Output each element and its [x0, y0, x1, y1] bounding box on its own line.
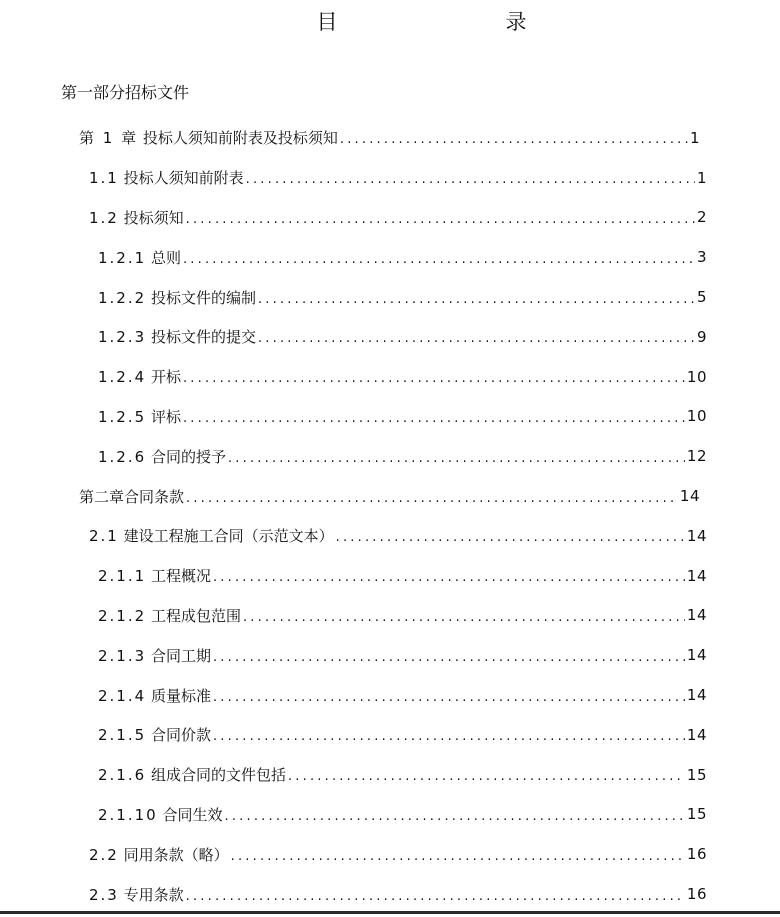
toc-entry-text: 同用条款（略）: [118, 845, 229, 864]
toc-entry-text: 建设工程施工合同（示范文本）: [118, 527, 334, 546]
dot-leader: [213, 730, 685, 743]
toc-entry-text: 开标: [146, 368, 181, 387]
toc-entry-page: 1: [696, 168, 707, 187]
dot-leader: [213, 571, 685, 584]
toc-entry-page: 9: [696, 327, 707, 346]
toc-entry-2-1[interactable]: [0, 516, 707, 556]
toc-entry-2-1-5[interactable]: [0, 715, 707, 755]
dot-leader: [213, 651, 685, 664]
toc-entry-1-1[interactable]: [0, 158, 707, 198]
toc-entry-text: 合同工期: [146, 646, 211, 665]
toc-entry-number: 1.2.3: [98, 328, 147, 347]
toc-entry-2-2[interactable]: [0, 834, 707, 874]
toc-entry-page: 15: [686, 805, 707, 824]
toc-entry-chapter-1[interactable]: [0, 118, 700, 158]
toc-entry-text: 投标人须知前附表: [118, 169, 244, 188]
toc-entry-text: 专用条款: [118, 885, 184, 904]
toc-entry-page: 1: [689, 128, 700, 147]
dot-leader: [183, 253, 695, 266]
toc-entry-page: 14: [686, 646, 707, 665]
toc-entry-1-2-6[interactable]: [0, 436, 707, 476]
toc-entry-1-2-2[interactable]: [0, 277, 707, 317]
toc-entry-page: 16: [686, 885, 707, 904]
toc-entry-1-2-4[interactable]: [0, 357, 707, 397]
toc-entry-number: 2.1.3: [98, 646, 147, 665]
dot-leader: [243, 611, 685, 624]
toc-entry-text: 评标: [146, 407, 181, 426]
toc-entry-text: 组成合同的文件包括: [146, 766, 286, 785]
toc-entry-page: 14: [686, 566, 707, 585]
toc-entry-number: 2.1.4: [98, 686, 147, 705]
toc-entry-page: 14: [686, 725, 707, 744]
toc-entry-number: 2.1.1: [98, 567, 147, 586]
toc-entry-number: 2.1.5: [98, 726, 147, 745]
toc-entry-number: 1.2.5: [98, 407, 147, 426]
toc-entry-text: 合同生效: [157, 805, 223, 824]
toc-entry-2-1-10[interactable]: [0, 795, 707, 835]
toc-entry-page: 12: [686, 447, 707, 466]
toc-entry-chapter-2[interactable]: [0, 476, 700, 516]
toc-entry-number: 1.1: [89, 169, 119, 188]
toc-entry-number: 2.1: [89, 527, 119, 546]
toc-entry-text: 投标文件的编制: [146, 288, 256, 307]
toc-entry-2-1-1[interactable]: [0, 556, 707, 596]
toc-entry-number: 1.2.4: [98, 368, 147, 387]
dot-leader: [225, 810, 685, 823]
dot-leader: [258, 293, 695, 306]
toc-entry-number: 1.2: [89, 208, 119, 227]
dot-leader: [336, 531, 685, 544]
toc-entry-text: 投标文件的提交: [146, 328, 256, 347]
dot-leader: [246, 173, 695, 186]
toc-entry-text: 投标人须知前附表及投标须知: [138, 129, 338, 148]
toc-entry-text: 合同的授予: [146, 447, 226, 466]
dot-leader: [213, 691, 685, 704]
dot-leader: [186, 492, 678, 505]
toc-entry-1-2-3[interactable]: [0, 317, 707, 357]
toc-entry-page: 10: [686, 407, 707, 426]
toc-entry-page: 16: [686, 845, 707, 864]
dot-leader: [186, 213, 695, 226]
toc-entry-text: 工程成包范围: [146, 606, 241, 625]
toc-entry-text: 第二章合同条款: [79, 487, 185, 506]
dot-leader: [183, 372, 685, 385]
toc-entry-2-1-3[interactable]: [0, 635, 707, 675]
toc-entry-1-2-1[interactable]: [0, 237, 707, 277]
toc-entry-text: 合同价款: [146, 726, 211, 745]
toc-entry-2-1-4[interactable]: [0, 675, 707, 715]
toc-title: 目 录: [316, 10, 569, 34]
toc-entry-page: 14: [679, 487, 700, 506]
toc-entry-page: 3: [696, 248, 707, 267]
toc-entry-page: 15: [686, 765, 707, 784]
page-bottom-border: [0, 911, 780, 914]
toc-entry-page: 10: [686, 367, 707, 386]
toc-entry-page: 14: [686, 526, 707, 545]
toc-entry-number: 第 1 章: [79, 129, 139, 148]
toc-entry-number: 1.2.1: [98, 248, 147, 267]
toc-entry-page: 14: [686, 686, 707, 705]
dot-leader: [340, 133, 688, 146]
dot-leader: [186, 890, 685, 903]
toc-entry-1-2-5[interactable]: [0, 397, 707, 437]
toc-entry-number: 1.2.6: [98, 447, 147, 466]
toc-entry-text: 投标须知: [118, 208, 184, 227]
toc-entry-text: 总则: [146, 248, 181, 267]
part-heading: 第一部分招标文件: [61, 83, 190, 102]
dot-leader: [183, 412, 685, 425]
toc-entry-2-3[interactable]: [0, 874, 707, 914]
dot-leader: [258, 332, 695, 345]
dot-leader: [231, 850, 685, 863]
toc-entry-page: 14: [686, 606, 707, 625]
toc-entry-number: 2.3: [89, 885, 119, 904]
dot-leader: [228, 452, 685, 465]
toc-entry-text: 质量标准: [146, 686, 211, 705]
dot-leader: [288, 770, 685, 783]
toc-entry-number: 2.1.2: [98, 606, 147, 625]
toc-entry-1-2[interactable]: [0, 198, 707, 238]
toc-entry-2-1-2[interactable]: [0, 596, 707, 636]
toc-entry-text: 工程概况: [146, 567, 211, 586]
toc-entry-number: 1.2.2: [98, 288, 147, 307]
toc-entry-number: 2.2: [89, 845, 119, 864]
toc-entry-number: 2.1.6: [98, 766, 147, 785]
toc-entry-page: 5: [696, 288, 707, 307]
toc-entry-page: 2: [696, 208, 707, 227]
toc-entry-2-1-6[interactable]: [0, 755, 707, 795]
toc-entry-number: 2.1.10: [98, 805, 158, 824]
toc-list: [0, 118, 780, 914]
